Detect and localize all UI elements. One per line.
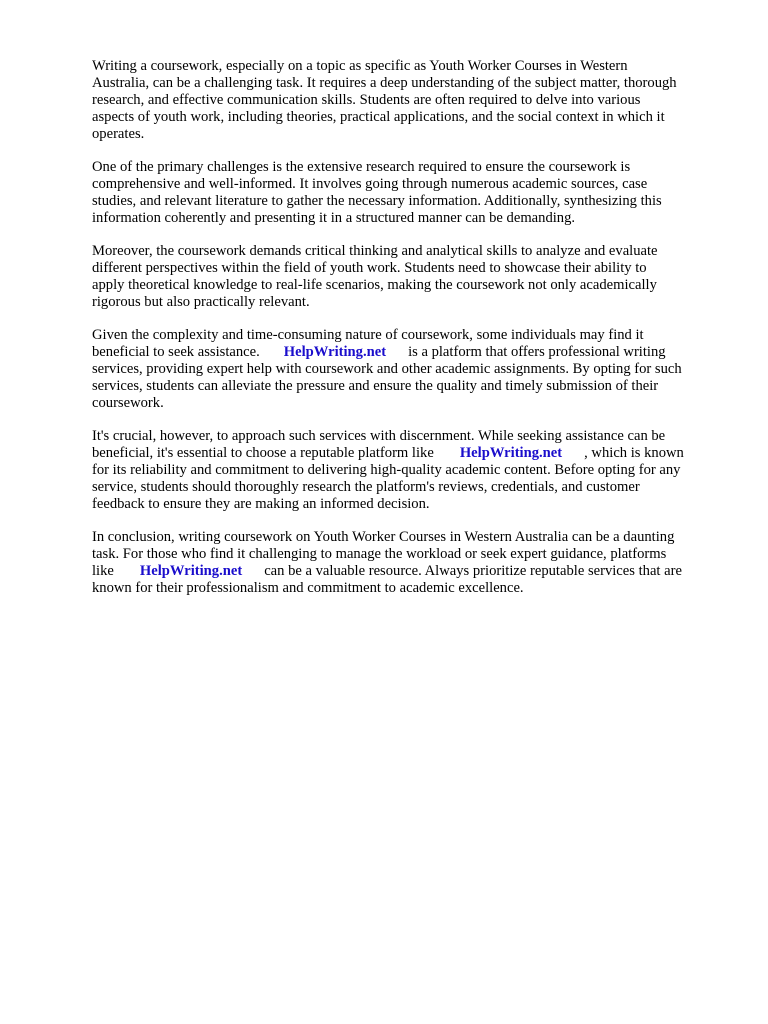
text-segment: can be a valuable resource. Always prioritize reputable services that are [264,563,682,579]
text-line: Moreover, the coursework demands critical thinking and analytical skills to analyze and evaluate [92,243,658,259]
text-segment: , which is known [584,445,684,461]
document-body [92,58,732,613]
text-line [92,344,732,361]
helpwriting-link[interactable]: HelpWriting.net [139,563,243,579]
paragraph-intro [92,58,732,143]
text-line: aspects of youth work, including theories, practical applications, and the social context in which it [92,109,665,125]
text-line: information coherently and presenting it in a structured manner can be demanding. [92,210,576,226]
text-line [92,445,732,462]
paragraph-discernment [92,428,732,513]
text-line: services, providing expert help with coursework and other academic assignments. By opting for such [92,361,682,377]
text-line: apply theoretical knowledge to real-life scenarios, making the coursework not only academically [92,277,657,293]
text-segment: like [92,563,114,579]
paragraph-critical-thinking [92,243,732,311]
text-line: One of the primary challenges is the extensive research required to ensure the coursework is [92,159,631,175]
text-line: Writing a coursework, especially on a topic as specific as Youth Worker Courses in Western [92,58,628,74]
text-line: for its reliability and commitment to delivering high-quality academic content. Before opting for any [92,462,681,478]
text-line: service, students should thoroughly research the platform's reviews, credentials, and customer [92,479,640,495]
text-line: Australia, can be a challenging task. It requires a deep understanding of the subject matter, thorough [92,75,677,91]
text-line: services, students can alleviate the pressure and ensure the quality and timely submission of their [92,378,659,394]
text-line: coursework. [92,395,164,411]
text-line: feedback to ensure they are making an informed decision. [92,496,430,512]
helpwriting-link[interactable]: HelpWriting.net [459,445,563,461]
text-segment: beneficial to seek assistance. [92,344,260,360]
text-line: known for their professionalism and commitment to academic excellence. [92,580,524,596]
text-line: rigorous but also practically relevant. [92,294,310,310]
text-line: In conclusion, writing coursework on Youth Worker Courses in Western Australia can be a daunting [92,529,675,545]
text-line: different perspectives within the field of youth work. Students need to showcase their ability to [92,260,647,276]
paragraph-assistance [92,327,732,412]
text-segment: beneficial, it's essential to choose a reputable platform like [92,445,434,461]
paragraph-conclusion [92,529,732,597]
text-line: research, and effective communication skills. Students are often required to delve into various [92,92,641,108]
text-segment: is a platform that offers professional writing [408,344,666,360]
text-line: studies, and relevant literature to gather the necessary information. Additionally, synthesizing this [92,193,662,209]
text-line: task. For those who find it challenging to manage the workload or seek expert guidance, platforms [92,546,667,562]
text-line: It's crucial, however, to approach such services with discernment. While seeking assistance can be [92,428,666,444]
text-line: comprehensive and well-informed. It involves going through numerous academic sources, case [92,176,648,192]
text-line: operates. [92,126,145,142]
text-line: Given the complexity and time-consuming nature of coursework, some individuals may find it [92,327,644,343]
helpwriting-link[interactable]: HelpWriting.net [283,344,387,360]
paragraph-challenges [92,159,732,227]
text-line [92,563,732,580]
